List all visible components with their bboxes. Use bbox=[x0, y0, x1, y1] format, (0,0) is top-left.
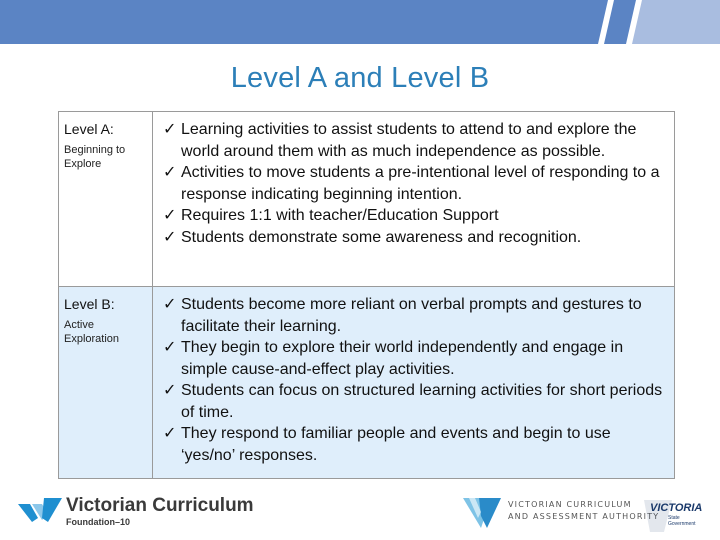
list-item bbox=[163, 380, 668, 423]
level-b-content-cell bbox=[153, 287, 675, 479]
level-a-content-cell bbox=[153, 112, 675, 287]
vcaa-line-1: VICTORIAN CURRICULUM bbox=[508, 500, 632, 509]
list-item bbox=[163, 119, 668, 162]
table-row-level-b bbox=[59, 287, 675, 479]
victorian-curriculum-logo-icon bbox=[18, 496, 62, 524]
victoria-sub-line-1: State bbox=[668, 515, 680, 521]
list-item bbox=[163, 227, 668, 249]
level-b-points bbox=[163, 294, 668, 466]
point-text: Requires 1:1 with teacher/Education Support bbox=[181, 207, 499, 224]
victoria-name: VICTORIA bbox=[650, 502, 703, 514]
checkmark-icon: ✓ bbox=[163, 425, 177, 442]
level-b-label: Level B: bbox=[64, 296, 115, 312]
footer bbox=[0, 490, 720, 540]
list-item bbox=[163, 205, 668, 227]
table-row-level-a bbox=[59, 112, 675, 287]
point-text: Learning activities to assist students to attend to and explore the world around them with as much independence as possible. bbox=[181, 121, 637, 160]
level-a-sublabel: Beginning to Explore bbox=[64, 144, 126, 170]
level-b-label-cell bbox=[59, 287, 153, 479]
checkmark-icon: ✓ bbox=[163, 228, 177, 246]
vcaa-name bbox=[508, 499, 659, 523]
level-a-label: Level A: bbox=[64, 121, 114, 137]
header-band bbox=[0, 0, 720, 44]
header-band-graphic bbox=[0, 0, 720, 44]
checkmark-icon: ✓ bbox=[163, 339, 177, 356]
list-item bbox=[163, 337, 668, 380]
page-title: Level A and Level B bbox=[230, 62, 490, 94]
checkmark-icon: ✓ bbox=[163, 382, 177, 399]
point-text: Students demonstrate some awareness and recognition. bbox=[181, 228, 582, 246]
checkmark-icon: ✓ bbox=[163, 121, 177, 138]
victoria-government-logo-icon bbox=[642, 494, 706, 534]
point-text: Activities to move students a pre-intentional level of responding to a response indicating beginning intention. bbox=[181, 164, 660, 203]
checkmark-icon: ✓ bbox=[163, 296, 177, 313]
level-a-points bbox=[163, 119, 668, 248]
list-item bbox=[163, 162, 668, 205]
checkmark-icon: ✓ bbox=[163, 207, 177, 224]
point-text: They respond to familiar people and events and begin to use ‘yes/no’ responses. bbox=[181, 425, 611, 464]
victoria-sub-line-2: Government bbox=[668, 521, 696, 527]
point-text: They begin to explore their world independently and engage in simple cause-and-effect play activities. bbox=[181, 339, 624, 378]
list-item bbox=[163, 294, 668, 337]
checkmark-icon: ✓ bbox=[163, 164, 177, 181]
vcaa-logo-icon bbox=[461, 494, 503, 532]
level-a-label-cell bbox=[59, 112, 153, 287]
vcaa-line-2: AND ASSESSMENT AUTHORITY bbox=[508, 512, 660, 521]
victorian-curriculum-sub: Foundation–10 bbox=[66, 517, 131, 527]
point-text: Students can focus on structured learning activities for short periods of time. bbox=[181, 382, 663, 421]
levels-table bbox=[58, 111, 675, 479]
victorian-curriculum-name: Victorian Curriculum bbox=[66, 495, 254, 516]
list-item bbox=[163, 423, 668, 466]
victoria-sub bbox=[668, 515, 696, 527]
point-text: Students become more reliant on verbal prompts and gestures to facilitate their learning. bbox=[181, 296, 642, 335]
level-b-sublabel: Active Exploration bbox=[64, 319, 120, 345]
